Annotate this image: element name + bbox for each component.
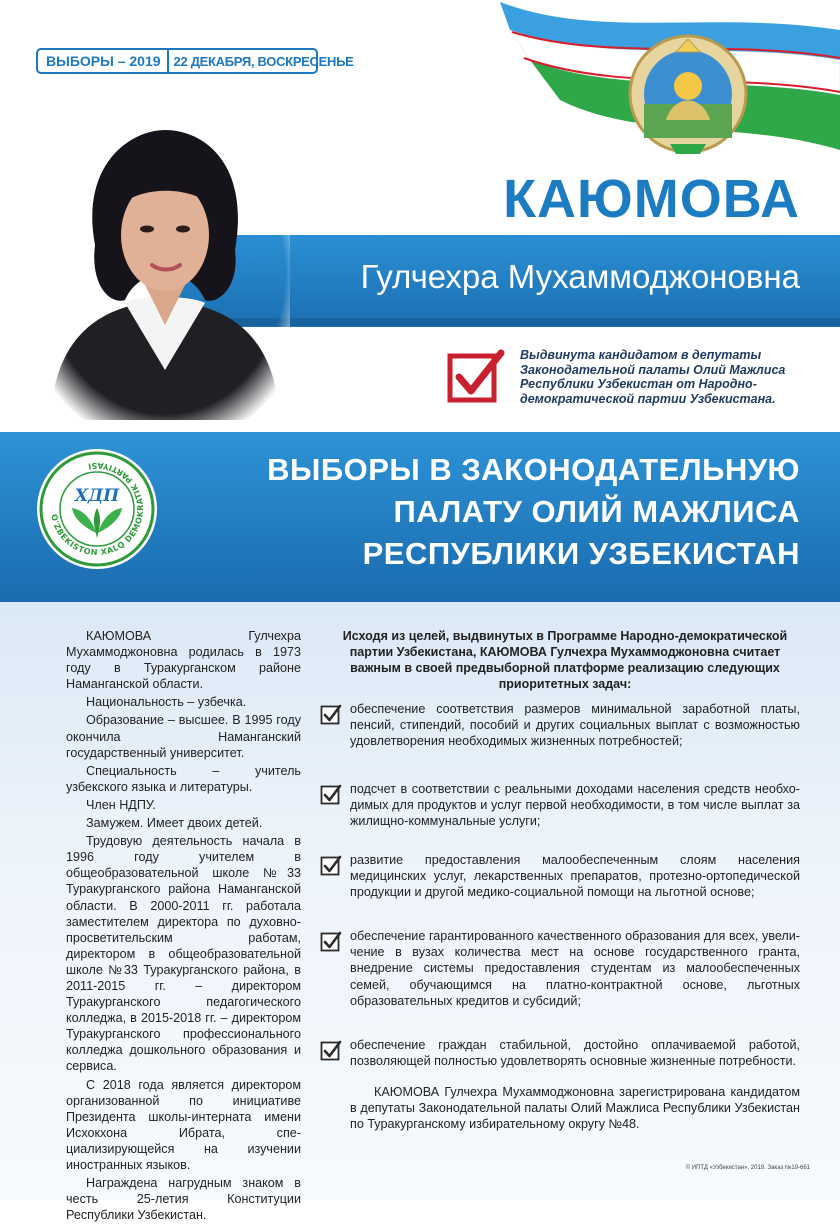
checkmark-icon [320,703,342,725]
badge-election-date: 22 ДЕКАБРЯ, ВОСКРЕСЕНЬЕ [173,53,354,69]
bio-paragraph: Замужем. Имеет двоих детей. [86,816,263,831]
platform-task [320,928,800,1009]
bio-paragraph: Национальность – узбечка. [86,695,247,710]
footer-print-note: © ИПТД «Узбекистан», 2019. Заказ №19-661 [685,1165,810,1171]
candidate-surname: КАЮМОВА [503,169,800,229]
election-title-line: РЕСПУБЛИКИ УЗБЕКИСТАН [362,536,800,571]
candidate-photo [40,125,290,420]
checkmark-icon [320,783,342,805]
election-date-badge [36,48,354,74]
platform-task [320,701,800,750]
platform-task-text: подсчет в соответствии с реальными доходами населения средств необходимых для продуктов и услуг первой необходимости, в том числе выплат за жилищно-коммунальные услуги; [350,782,800,829]
candidate-given-name: Гулчехра Мухаммоджоновна [360,258,800,295]
bio-paragraph: Член НДПУ. [86,797,156,812]
platform-task [320,781,800,830]
election-title-line: ВЫБОРЫ В ЗАКОНОДАТЕЛЬНУЮ [267,452,800,487]
platform-task-text: обеспечение гарантированного качественного образования для всех, увеличение в вузах количества мест на основе государственного гранта, внедрение системы предоставления студентам из малообеспеченных семей, обучающимся на платно-контрактной основе, льготных образовательных кредитов и субсидий; [350,929,800,1008]
biography [66,628,301,1225]
platform-task-text: развитие предоставления малообеспеченным слоям населения медицинских услуг, лекарственных препаратов, протезно-ортопедической продукции и другой медико-социальной помощи на льготной основе; [350,853,800,900]
flag-emblem-graphic [490,0,840,160]
platform-task [320,1037,800,1069]
party-logo [36,448,158,570]
checkmark-icon [320,1039,342,1061]
checkmark-icon [320,930,342,952]
bio-paragraph: Образование – высшее. В 1995 году окончила Наманганский государственный университет. [66,713,301,760]
party-logo-ring-text: O'ZBEKISTON XALQ DEMOKRATIK PARTIYASI [49,460,146,558]
platform-task [320,852,800,901]
platform-task-text: обеспечение соответствия размеров минимальной заработной платы, пенсий, стипендий, пособий и других социальных выплат с возможностью удовлетворения необходимых жизненных потребностей; [350,702,800,749]
checkmark-icon [320,854,342,876]
platform-intro: Исходя из целей, выдвинутых в Программе Народно-демократической партии Узбекистана, КАЮМОВА Гулчехра Мухаммоджоновна считает важным в своей предвыборной платформе реализацию следующих приоритетных задач: [342,629,788,691]
bio-paragraph: Специальность – учитель узбекского языка и литературы. [66,763,301,794]
bio-paragraph: С 2018 года является директором организованной по инициативе Президента школы-интерната имени Исхокхона Ибрата, специализирующейся на изучении иностранных языков. [66,1077,301,1172]
nomination-text: Выдвинута кандидатом в депутаты Законодательной палаты Олий Мажлиса Республики Узбекистан от Народно-демократической партии Узбекистана. [520,348,786,406]
platform-task-text: обеспечение граждан стабильной, достойно оплачиваемой работой, позволяющей полностью удовлетворять основные жизненные потребности. [350,1038,800,1069]
badge-election-year: ВЫБОРЫ – 2019 [38,50,169,72]
election-title-line: ПАЛАТУ ОЛИЙ МАЖЛИСА [393,494,800,529]
bio-paragraph: КАЮМОВА Гулчехра Мухаммоджоновна родилась в 1973 году в Туракурганском районе Наманганской области. [66,629,301,692]
election-title [190,449,800,575]
party-logo-abbr: ХДП [74,486,120,506]
bio-paragraph: Трудовую деятельность начала в 1996 году учителем в общеобразовательной школе №33 Туракурганского района Наманганской области. В 2000-2011 гг. работала заместителем директора по духовно-просветительским работам, директором в общеобразовательной школе №33 Туракурганского района, в 2011-2015 гг. – директором Туракурганского педагогического колледжа, в 2015-2018 гг. – директором Туракурганского профессионального колледжа дошкольного образования и сервиса. [66,834,301,1074]
registration-statement: КАЮМОВА Гулчехра Мухаммоджоновна зарегистрирована кандидатом в депутаты Законодательной палаты Олий Мажлиса Республики Узбекистан по Туракурганскому избирательному округу №48. [350,1085,800,1132]
bio-paragraph: Награждена нагрудным знаком в честь 25-летия Конституции Республики Узбекистан. [66,1176,301,1223]
checkbox-check-icon [447,347,505,405]
